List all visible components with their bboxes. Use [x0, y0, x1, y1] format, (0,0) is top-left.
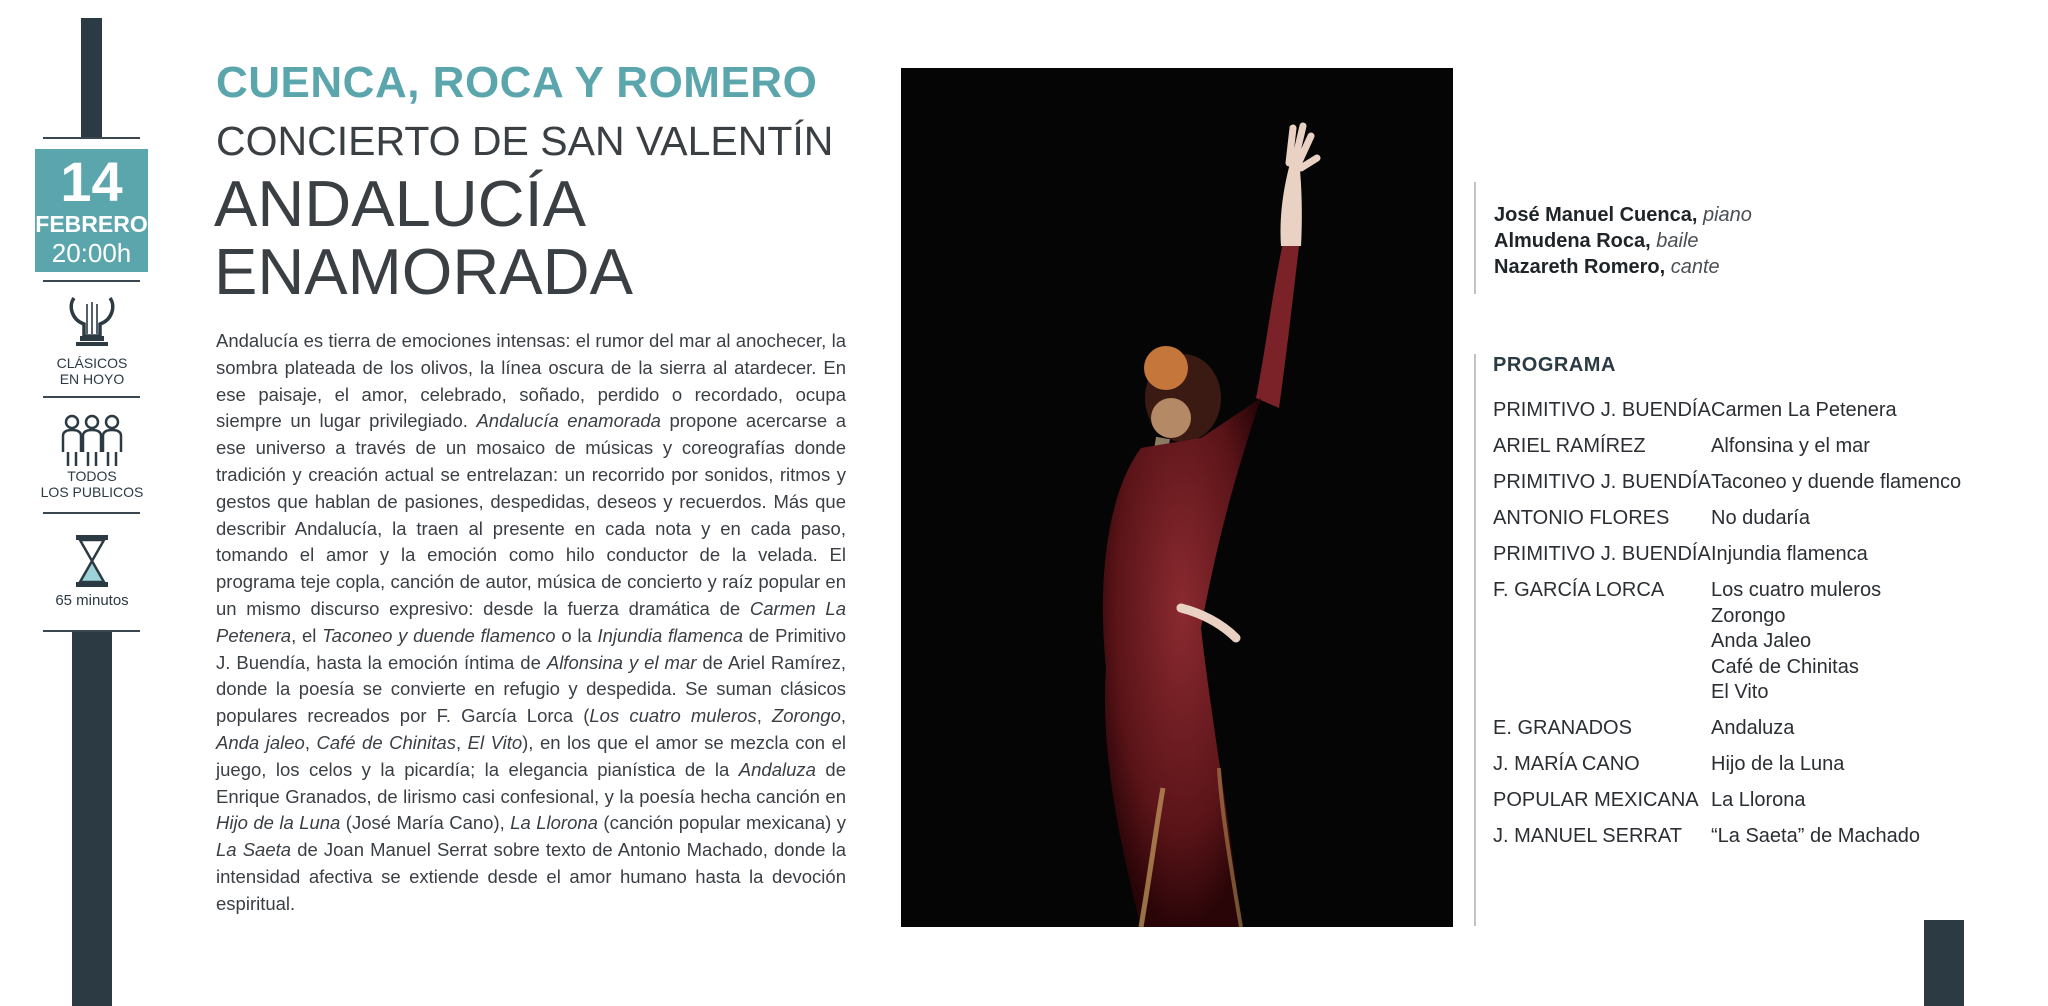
italic-run: Zorongo: [771, 705, 841, 727]
italic-run: Hijo de la Luna: [216, 812, 341, 834]
program-work: La Llorona: [1711, 789, 1806, 811]
program-composer: POPULAR MEXICANA: [1493, 789, 1699, 811]
program-work: “La Saeta” de Machado: [1711, 825, 1921, 847]
program-work: Anda Jaleo: [1711, 630, 1812, 652]
text-run: Andalucía es tierra de emociones intensas: el rumor del mar al anochecer, la sombra plateada de los olivos, la línea oscura de la sierra al atardecer. En ese paisaje, el amor, celebrado, soñado, perdido o recordado, ocupa siempre un lugar privilegiado.: [216, 330, 846, 432]
program-works: [1711, 470, 1961, 496]
dancer-photo: [901, 68, 1453, 927]
date-month: FEBRERO: [35, 211, 148, 237]
program-work: Injundia flamenca: [1711, 543, 1868, 565]
audience-label: [32, 468, 152, 500]
program-row: [1493, 578, 1961, 706]
program-work: Zorongo: [1711, 604, 1786, 627]
rail-divider: [43, 137, 140, 139]
date-badge: [35, 149, 148, 272]
program-row: [1493, 398, 1961, 424]
hourglass-icon: [74, 534, 110, 588]
program-composer: ANTONIO FLORES: [1493, 507, 1670, 529]
category-line-1: CLÁSICOS: [56, 355, 128, 371]
artist-name: Almudena Roca,: [1494, 230, 1651, 252]
text-run: de Ariel Ramírez, donde la poesía se convierte en refugio y despedida. Se suman clásicos populares recreados por F. García Lorca (: [216, 651, 846, 727]
artists-divider: [1474, 182, 1476, 294]
text-run: ,: [756, 705, 772, 727]
artist-role: piano: [1702, 204, 1752, 226]
program-works: [1711, 716, 1794, 742]
program-divider: [1474, 354, 1476, 926]
date-time: 20:00h: [51, 238, 132, 268]
program-works: [1711, 578, 1881, 706]
program-composer: PRIMITIVO J. BUENDÍA: [1493, 543, 1711, 565]
program-work: Los cuatro muleros: [1711, 579, 1882, 601]
program-work: Taconeo y duende flamenco: [1711, 471, 1962, 493]
program-work: Alfonsina y el mar: [1711, 435, 1870, 457]
audience-icon: [58, 412, 126, 470]
program-title: PROGRAMA: [1493, 354, 1616, 376]
description-paragraph: [216, 328, 846, 918]
program-row: [1493, 542, 1961, 568]
text-run: ,: [304, 731, 317, 753]
program-works: [1711, 752, 1844, 778]
category-label: [40, 355, 144, 387]
italic-run: La Llorona: [510, 812, 598, 834]
italic-run: Café de Chinitas: [316, 731, 456, 753]
text-run: de Primitivo J. Buendía, hasta la emoción íntima de: [216, 624, 846, 673]
text-run: (canción popular mexicana) y: [597, 812, 846, 834]
rail-divider: [43, 396, 140, 398]
program-works: [1711, 506, 1810, 532]
program-composer: F. GARCÍA LORCA: [1493, 579, 1665, 601]
italic-run: Injundia flamenca: [597, 624, 744, 646]
program-work: Carmen La Petenera: [1711, 399, 1897, 421]
program-works: [1711, 788, 1806, 814]
artist-name: José Manuel Cuenca,: [1494, 204, 1698, 226]
italic-run: Alfonsina y el mar: [546, 651, 697, 673]
audience-line-1: TODOS: [67, 468, 117, 484]
italic-run: Los cuatro muleros: [589, 705, 757, 727]
concert-title: [214, 167, 633, 308]
rail-bar-bottom: [72, 632, 112, 1006]
program-composer: PRIMITIVO J. BUENDÍA: [1493, 471, 1711, 493]
artist-role: cante: [1670, 256, 1720, 278]
program-composer: E. GRANADOS: [1493, 717, 1632, 739]
program-row: [1493, 716, 1961, 742]
rail-divider: [43, 280, 140, 282]
concert-title-line-1: ANDALUCÍA: [214, 167, 587, 240]
program-row: [1493, 752, 1961, 778]
text-run: (José María Cano),: [340, 812, 511, 834]
italic-run: Anda jaleo: [216, 731, 305, 753]
program-work: El Vito: [1711, 681, 1769, 703]
program-composer: PRIMITIVO J. BUENDÍA: [1493, 399, 1711, 421]
artist-line: [1494, 228, 1752, 254]
program-row: [1493, 788, 1961, 814]
italic-run: Andalucía enamorada: [476, 410, 661, 432]
italic-run: Andaluza: [738, 758, 816, 780]
program-row: [1493, 506, 1961, 532]
flamenco-dancer-image: [901, 68, 1453, 927]
text-run: propone acercarse a ese universo a través de un mosaico de músicas y coreografías donde tradición y creación actual se entrelazan: un recorrido por sonidos, ritmos y gestos que hablan de pasiones, despedidas, deseos y recuerdos. Más que describir Andalucía, la traen al presente en cada nota y en cada paso, tomando el amor y la emoción como hilo conductor de la velada. El programa teje copla, canción de autor, música de concierto y raíz popular en un mismo discurso expresivo: desde la fuerza dramática de: [216, 410, 846, 619]
text-run: ,: [840, 705, 847, 727]
program-works: [1711, 542, 1868, 568]
program-work: Café de Chinitas: [1711, 655, 1859, 678]
artist-role: baile: [1656, 230, 1699, 252]
date-day: 14: [60, 150, 123, 213]
text-run: , el: [291, 624, 323, 646]
italic-run: Taconeo y duende flamenco: [322, 624, 556, 646]
program-works: [1711, 434, 1870, 460]
italic-run: Carmen La Petenera: [216, 597, 846, 646]
program-work: No dudaría: [1711, 507, 1810, 529]
category-line-2: EN HOYO: [59, 371, 125, 387]
program-works: [1711, 398, 1897, 424]
program-composer: ARIEL RAMÍREZ: [1493, 435, 1646, 457]
program-composer: J. MANUEL SERRAT: [1493, 825, 1682, 847]
concert-title-line-2: ENAMORADA: [214, 235, 633, 308]
program-work: Hijo de la Luna: [1711, 753, 1845, 775]
italic-run: El Vito: [467, 731, 523, 753]
text-run: de Enrique Granados, de lirismo casi confesional, y la poesía hecha canción en: [216, 758, 847, 807]
program-row: [1493, 434, 1961, 460]
artist-line: [1494, 254, 1752, 280]
audience-line-2: LOS PUBLICOS: [40, 484, 144, 500]
italic-run: La Saeta: [216, 839, 292, 861]
rail-bar-top: [81, 18, 102, 138]
duration-label: 65 minutos: [55, 592, 129, 609]
lyre-icon: [66, 292, 118, 350]
program-row: [1493, 824, 1961, 850]
text-run: ), en los que el amor se mezcla con el juego, los celos y la picardía; la elegancia pianística de la: [216, 731, 847, 780]
artists-list: [1494, 202, 1752, 280]
artist-line: [1494, 202, 1752, 228]
text-run: ,: [455, 731, 468, 753]
program-composer: J. MARÍA CANO: [1493, 753, 1640, 775]
text-run: de Joan Manuel Serrat sobre texto de Antonio Machado, donde la intensidad afectiva se extiende desde el amor humano hasta la devoción espiritual.: [216, 839, 846, 914]
performers-title: CUENCA, ROCA Y ROMERO: [216, 58, 818, 107]
program-list: [1493, 398, 1961, 860]
corner-bar: [1924, 920, 1964, 1006]
text-run: o la: [555, 624, 598, 646]
program-row: [1493, 470, 1961, 496]
program-works: [1711, 824, 1920, 850]
concert-subtitle: CONCIERTO DE SAN VALENTÍN: [216, 118, 834, 164]
artist-name: Nazareth Romero,: [1494, 256, 1666, 278]
program-work: Andaluza: [1711, 717, 1795, 739]
rail-divider: [43, 512, 140, 514]
